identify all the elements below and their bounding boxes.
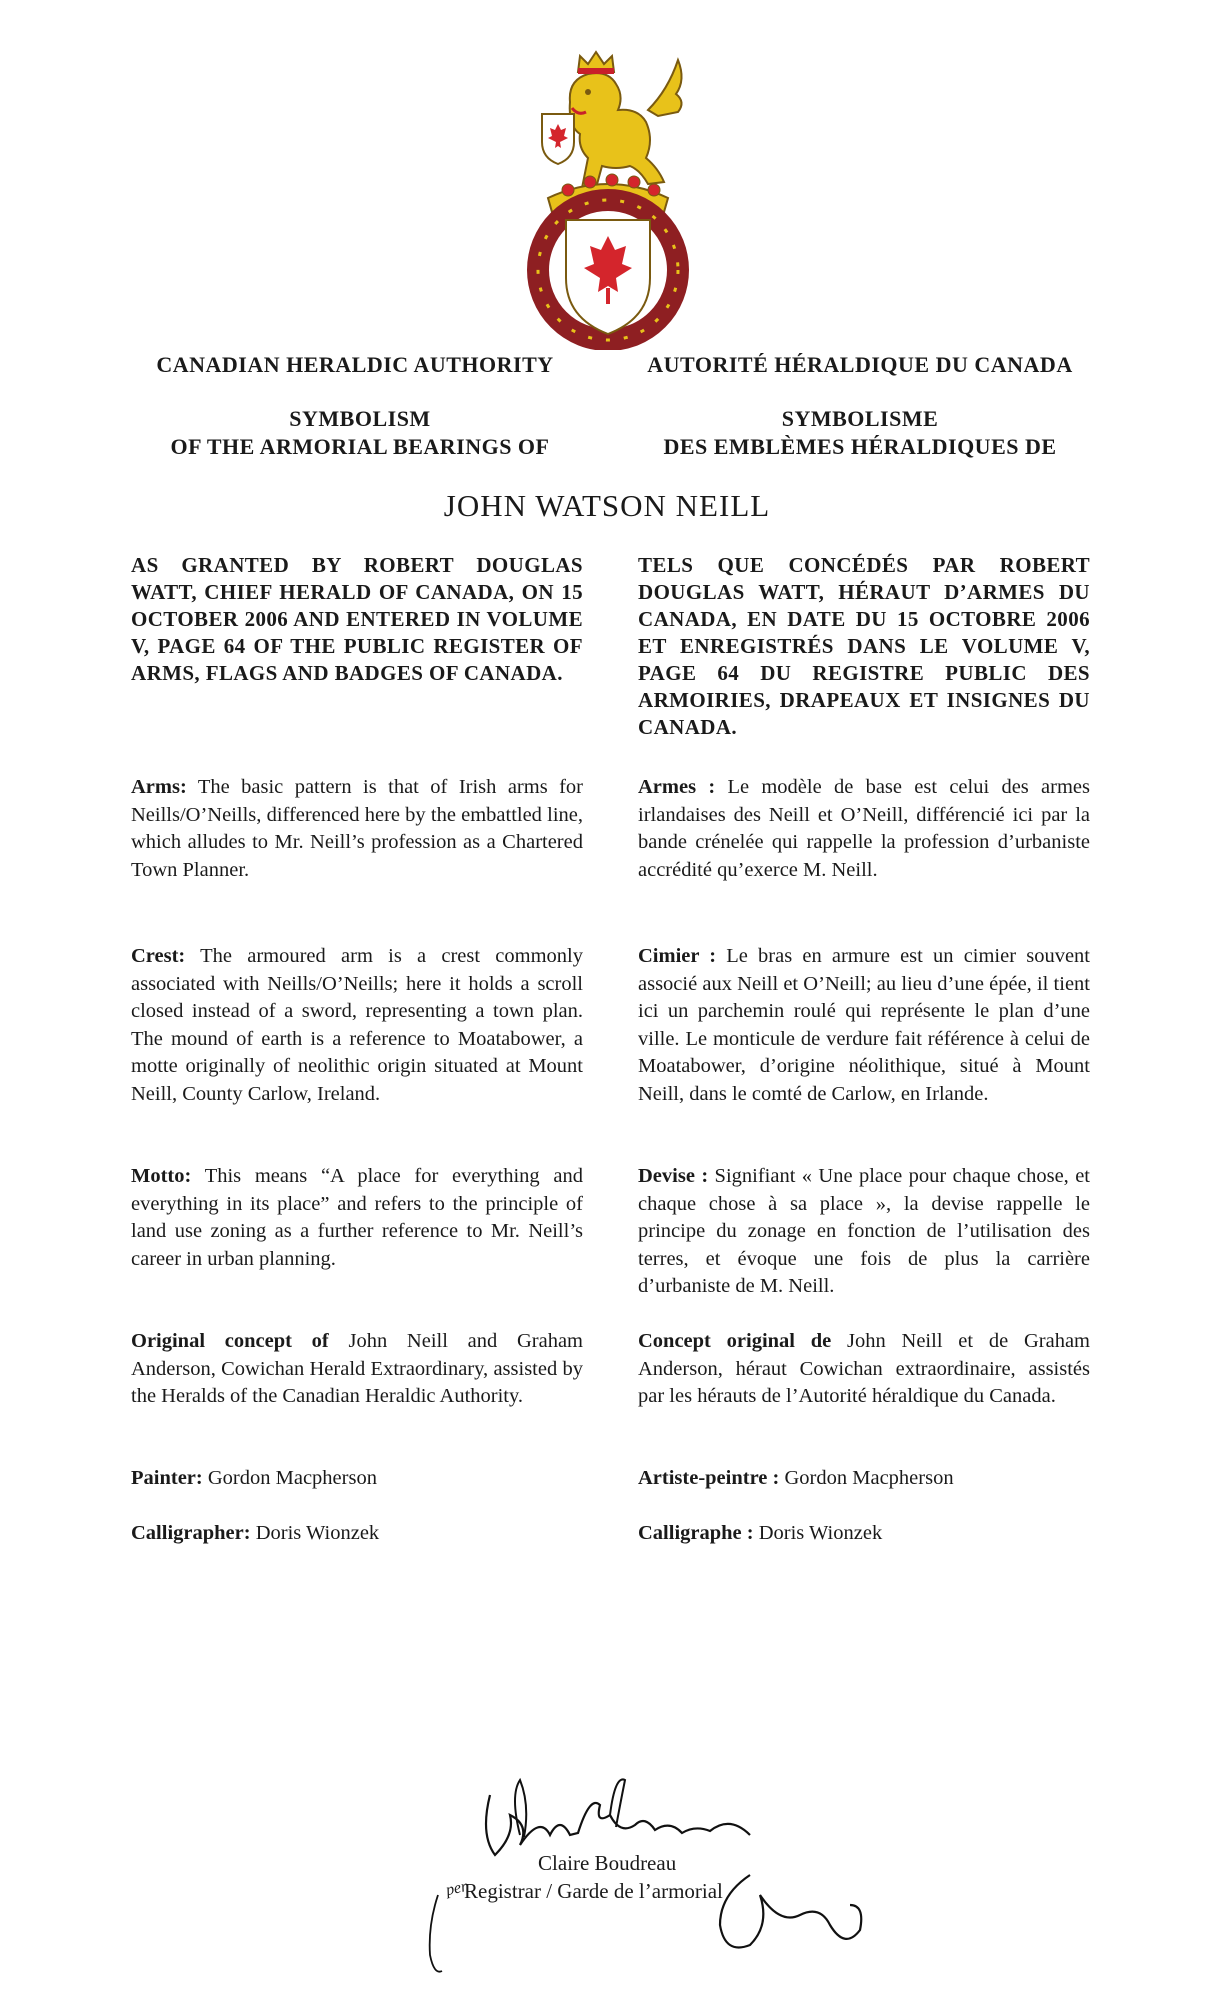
crest-paragraph-fr <box>638 943 1090 1108</box>
arms-label-en: Arms: <box>131 776 187 798</box>
crest-paragraph-en <box>131 943 583 1108</box>
small-shield-icon <box>542 114 574 164</box>
motto-text-en: This means “A place for everything and everything in its place” and refers to the principle of land use zoning as a further reference to Mr. Neill’s career in urban planning. <box>131 1165 583 1270</box>
signature-block <box>420 1775 880 1985</box>
arms-text-fr: Le modèle de base est celui des armes irlandaises des Neill et O’Neill, différencié ici par la bande crénelée qui rappelle la profession d’urbaniste accrédité qu’exerce M. Neill. <box>638 776 1091 881</box>
crest-text-en: The armoured arm is a crest commonly associated with Neills/O’Neills; here it holds a scroll closed instead of a sword, representing a town plan. The mound of earth is a reference to Moatabower, a motte originally of neolithic origin situated at Mount Neill, County Carlow, Ireland. <box>131 945 583 1105</box>
main-shield-icon <box>566 220 650 334</box>
motto-paragraph-en <box>131 1163 583 1273</box>
arms-paragraph-en <box>131 774 583 884</box>
arms-text-en: The basic pattern is that of Irish arms for Neills/O’Neills, differenced here by the embattled line, which alludes to Mr. Neill’s profession as a Chartered Town Planner. <box>131 776 583 881</box>
motto-text-fr: Signifiant « Une place pour chaque chose, et chaque chose à sa place », la devise rappelle le principe du zonage en fonction de l’utilisation des terres, et évoque une fois de plus la carrière d’urbaniste de M. Neill. <box>638 1165 1090 1297</box>
page-title: JOHN WATSON NEILL <box>443 488 771 523</box>
motto-paragraph-fr <box>638 1163 1090 1301</box>
calligrapher-name-fr: Doris Wionzek <box>753 1522 883 1544</box>
calligrapher-name-en: Doris Wionzek <box>250 1522 380 1544</box>
concept-text-fr: John Neill et de Graham Anderson, héraut Cowichan extraordinaire, assistés par les hérauts de l’Autorité héraldique du Canada. <box>638 1330 1091 1407</box>
painter-name-fr: Gordon Macpherson <box>779 1467 954 1489</box>
per-mark: per <box>444 1877 469 1900</box>
authority-name-en: CANADIAN HERALDIC AUTHORITY <box>156 352 554 377</box>
symbolism-heading-en-2: OF THE ARMORIAL BEARINGS OF <box>170 434 550 459</box>
arms-label-fr: Armes : <box>638 776 716 798</box>
signatory-name: Claire Boudreau <box>538 1851 677 1875</box>
symbolism-heading-fr-1: SYMBOLISME <box>781 406 939 431</box>
symbolism-heading-fr-2: DES EMBLÈMES HÉRALDIQUES DE <box>663 434 1057 459</box>
painter-label-en: Painter: <box>131 1467 203 1489</box>
painter-name-en: Gordon Macpherson <box>202 1467 377 1489</box>
grant-statement-en: AS GRANTED BY ROBERT DOUGLAS WATT, CHIEF HERALD OF CANADA, ON 15 OCTOBER 2006 AND ENTERED IN VOLUME V, PAGE 64 OF THE PUBLIC REGISTER OF ARMS, FLAGS AND BADGES OF CANADA. <box>131 553 583 685</box>
lion-icon <box>570 52 682 188</box>
motto-label-fr: Devise : <box>638 1165 709 1187</box>
painter-label-fr: Artiste-peintre : <box>638 1467 780 1489</box>
crest-text-fr: Le bras en armure est un cimier souvent associé aux Neill et O’Neill; au lieu d’une épée, il tient ici un parchemin roulé qui représente le plan d’une ville. Le monticule de verdure fait référence à celui de Moatabower, d’origine néolithique, situé à Mount Neill, dans le comté de Carlow, en Irlande. <box>638 945 1090 1105</box>
concept-paragraph-en <box>131 1328 583 1411</box>
painter-line-fr <box>638 1465 1090 1493</box>
concept-label-en: Original concept of <box>131 1330 329 1352</box>
arms-paragraph-fr <box>638 774 1090 884</box>
crest-label-en: Crest: <box>131 945 186 967</box>
crest-label-fr: Cimier : <box>638 945 717 967</box>
symbolism-heading-en-1: SYMBOLISM <box>289 406 431 431</box>
motto-label-en: Motto: <box>131 1165 192 1187</box>
calligrapher-label-en: Calligrapher: <box>131 1522 251 1544</box>
calligrapher-line-en <box>131 1520 583 1548</box>
authority-name-fr: AUTORITÉ HÉRALDIQUE DU CANADA <box>647 352 1073 377</box>
concept-text-en: John Neill and Graham Anderson, Cowichan Herald Extraordinary, assisted by the Heralds of the Canadian Heraldic Authority. <box>131 1330 583 1407</box>
signatory-role: Registrar / Garde de l’armorial <box>464 1879 723 1903</box>
painter-line-en <box>131 1465 583 1493</box>
calligrapher-label-fr: Calligraphe : <box>638 1522 754 1544</box>
concept-label-fr: Concept original de <box>638 1330 832 1352</box>
calligrapher-line-fr <box>638 1520 1090 1548</box>
concept-paragraph-fr <box>638 1328 1090 1411</box>
heraldic-authority-emblem-icon <box>508 50 708 350</box>
grant-statement-fr: TELS QUE CONCÉDÉS PAR ROBERT DOUGLAS WATT, HÉRAUT D’ARMES DU CANADA, EN DATE DU 15 OCTOBRE 2006 ET ENREGISTRÉS DANS LE VOLUME V, PAGE 64 DU REGISTRE PUBLIC DES ARMOIRIES, DRAPEAUX ET INSIGNES DU CANADA. <box>638 553 1090 739</box>
